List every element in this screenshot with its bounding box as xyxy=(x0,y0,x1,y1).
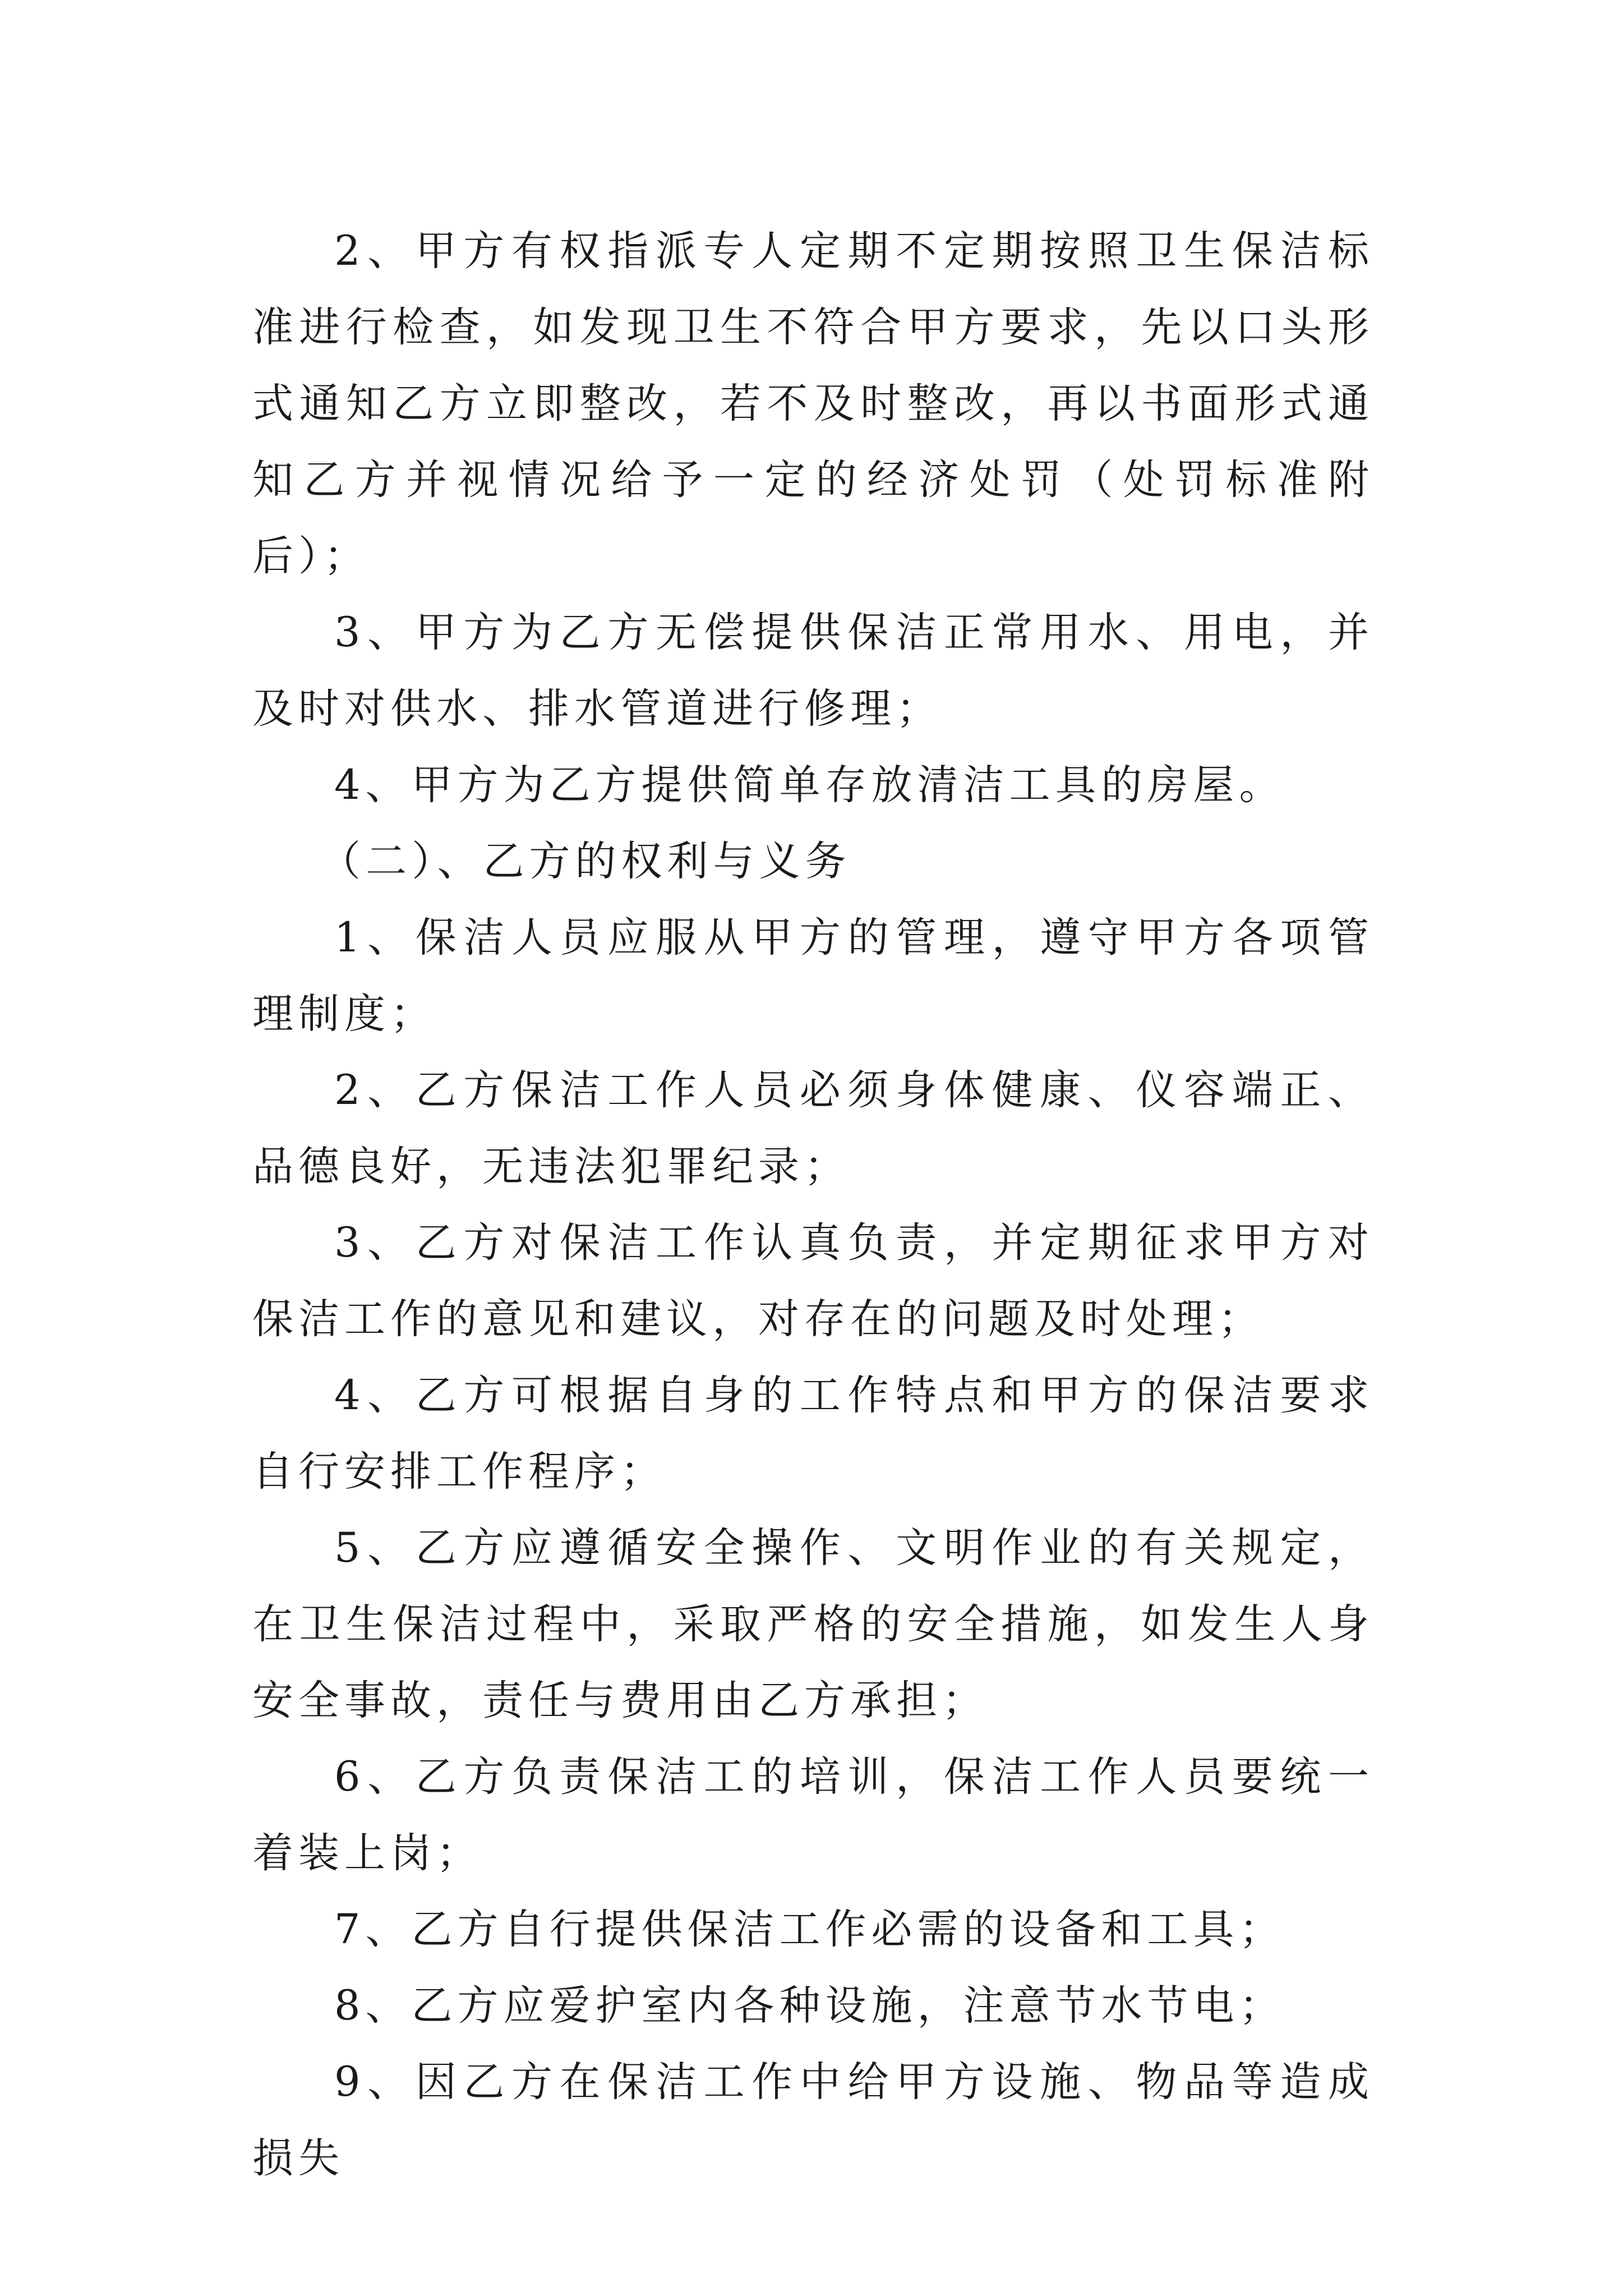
clause-party-a-2: 2、甲方有权指派专人定期不定期按照卫生保洁标准进行检查，如发现卫生不符合甲方要求，先以口头形式通知乙方立即整改，若不及时整改，再以书面形式通知乙方并视情况给予一定的经济处罚（处罚标准附后）； xyxy=(252,227,1374,580)
clause-party-b-5: 5、乙方应遵循安全操作、文明作业的有关规定，在卫生保洁过程中，采取严格的安全措施，如发生人身安全事故，责任与费用由乙方承担； xyxy=(252,1524,1374,1724)
section-heading-party-b: （二）、乙方的权利与义务 xyxy=(320,838,851,885)
clause-party-b-6: 6、乙方负责保洁工的培训，保洁工作人员要统一着装上岗； xyxy=(252,1753,1374,1877)
clause-party-a-3: 3、甲方为乙方无偿提供保洁正常用水、用电，并及时对供水、排水管道进行修理； xyxy=(252,609,1374,733)
clause-party-b-7: 7、乙方自行提供保洁工作必需的设备和工具； xyxy=(334,1906,1285,1953)
clause-party-b-9: 9、因乙方在保洁工作中给甲方设施、物品等造成损失 xyxy=(252,2058,1374,2182)
clause-party-b-3: 3、乙方对保洁工作认真负责，并定期征求甲方对保洁工作的意见和建议，对存在的问题及时处理； xyxy=(252,1219,1374,1343)
clause-party-b-8: 8、乙方应爱护室内各种设施，注意节水节电； xyxy=(334,1982,1285,2030)
document-body xyxy=(252,213,1374,2197)
clause-party-b-2: 2、乙方保洁工作人员必须身体健康、仪容端正、品德良好，无违法犯罪纪录； xyxy=(252,1066,1374,1190)
clause-party-a-4: 4、甲方为乙方提供简单存放清洁工具的房屋。 xyxy=(334,761,1285,809)
clause-party-b-4: 4、乙方可根据自身的工作特点和甲方的保洁要求自行安排工作程序； xyxy=(252,1372,1374,1496)
clause-party-b-1: 1、保洁人员应服从甲方的管理，遵守甲方各项管理制度； xyxy=(252,914,1374,1038)
